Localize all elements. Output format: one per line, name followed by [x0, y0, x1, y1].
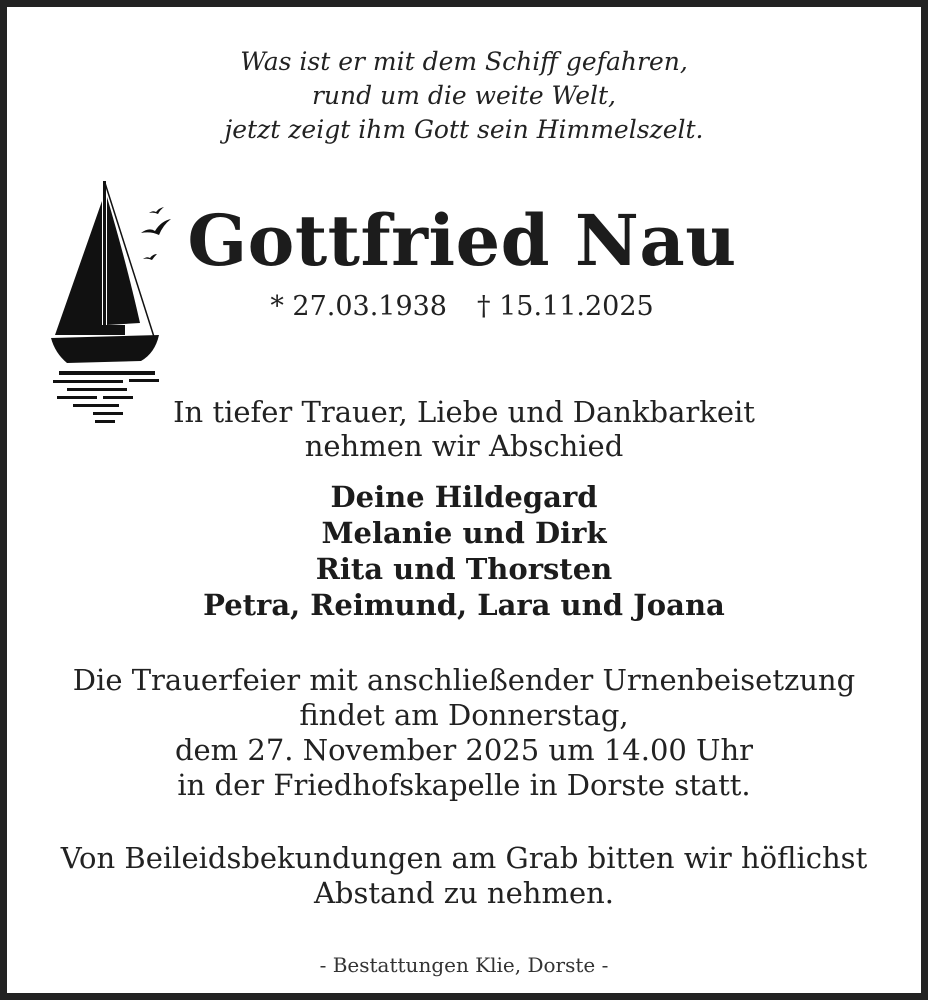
poem-line: jetzt zeigt ihm Gott sein Himmelszelt. — [224, 115, 704, 144]
mourning-line: nehmen wir Abschied — [304, 429, 624, 463]
condolence-note — [7, 841, 921, 911]
birth-date: * 27.03.1938 — [270, 291, 447, 322]
family-line: Melanie und Dirk — [321, 516, 607, 550]
family-line: Rita und Thorsten — [315, 552, 613, 586]
family-names — [7, 479, 921, 623]
poem-line: rund um die weite Welt, — [311, 81, 617, 110]
funeral-home: - Bestattungen Klie, Dorste - — [319, 953, 609, 977]
condolence-line: Von Beileidsbekundungen am Grab bitten wir höflichst — [60, 841, 868, 875]
ceremony-line: findet am Donnerstag, — [299, 698, 629, 732]
ceremony-line: Die Trauerfeier mit anschließender Urnenbeisetzung — [72, 663, 856, 697]
deceased-name: Gottfried Nau — [187, 199, 737, 282]
death-date: † 15.11.2025 — [477, 291, 654, 322]
condolence-line: Abstand zu nehmen. — [313, 876, 615, 910]
life-dates — [112, 291, 812, 322]
poem — [7, 45, 921, 147]
mourning-text — [7, 395, 921, 463]
family-line: Petra, Reimund, Lara und Joana — [203, 588, 725, 622]
ceremony-line: dem 27. November 2025 um 14.00 Uhr — [174, 733, 754, 767]
poem-line: Was ist er mit dem Schiff gefahren, — [240, 47, 688, 76]
mourning-line: In tiefer Trauer, Liebe und Dankbarkeit — [173, 395, 755, 429]
family-line: Deine Hildegard — [330, 480, 598, 514]
ceremony-info — [7, 663, 921, 803]
ceremony-line: in der Friedhofskapelle in Dorste statt. — [177, 768, 751, 802]
